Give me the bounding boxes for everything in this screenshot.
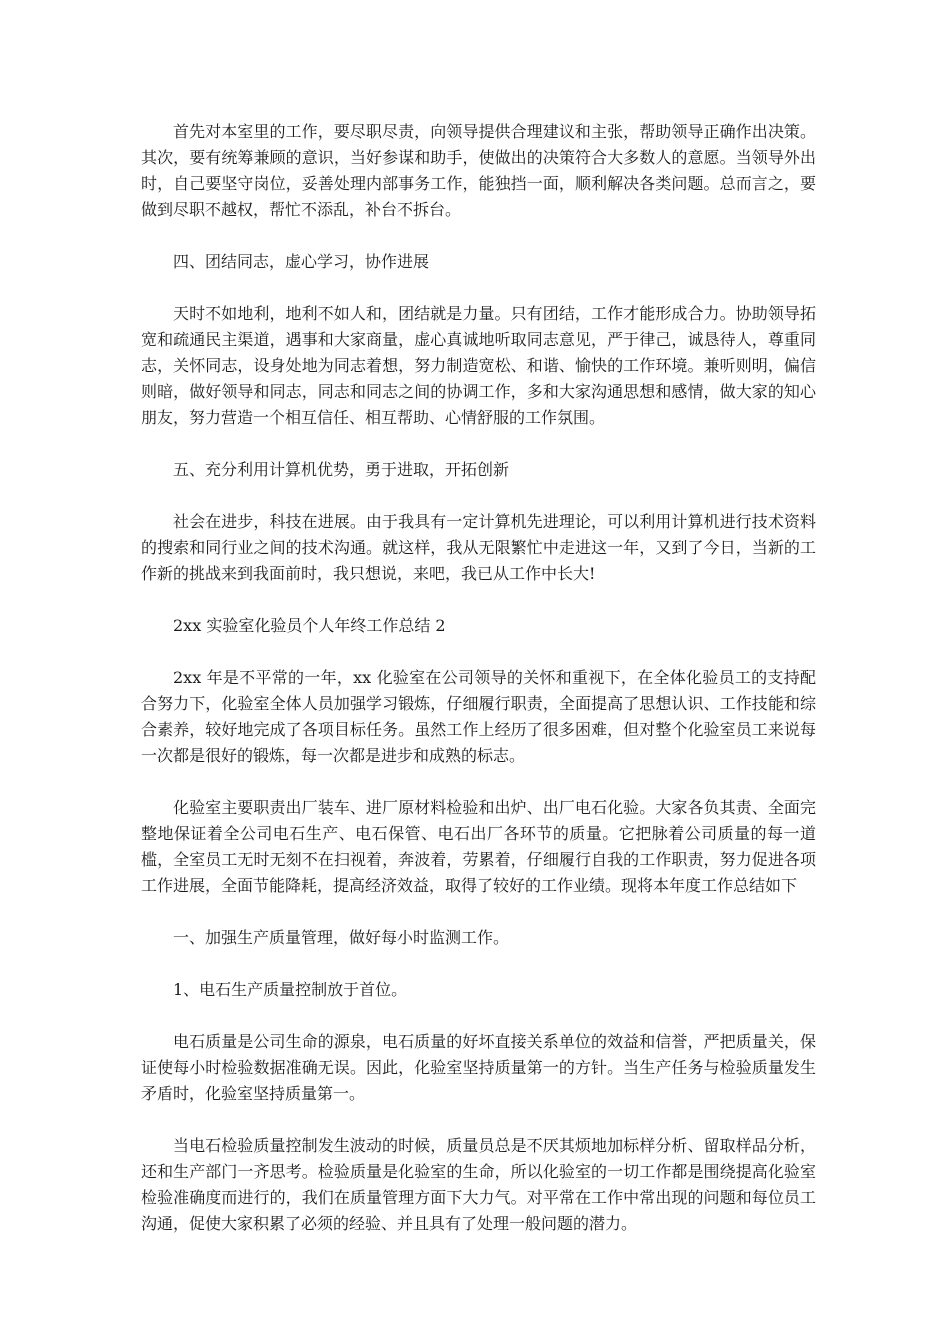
section-heading-4: 四、团结同志，虚心学习，协作进展 xyxy=(173,252,430,271)
paragraph-7: 当电石检验质量控制发生波动的时候，质量员总是不厌其烦地加标样分析、留取样品分析，还和生产部门一齐思考。检验质量是化验室的生命，所以化验室的一切工作都是围绕提高化验室检验准确度而进行的，我们在质量管理方面下大力气。对平常在工作中常出现的问题和每位员工沟通，促使大家积累了必须的经验、并且具有了处理一般问题的潜力。 xyxy=(141,1136,816,1233)
paragraph-6: 电石质量是公司生命的源泉，电石质量的好坏直接关系单位的效益和信誉，严把质量关，保证使每小时检验数据准确无误。因此，化验室坚持质量第一的方针。当生产任务与检验质量发生矛盾时，化验室坚持质量第一。 xyxy=(141,1032,816,1103)
document-title-2: 2xx 实验室化验员个人年终工作总结 2 xyxy=(173,616,446,635)
paragraph-4: 2xx 年是不平常的一年，xx 化验室在公司领导的关怀和重视下，在全体化验员工的支持配合努力下，化验室全体人员加强学习锻炼，仔细履行职责，全面提高了思想认识、工作技能和综合素养，较好地完成了各项目标任务。虽然工作上经历了很多困难，但对整个化验室员工来说每一次都是很好的锻炼，每一次都是进步和成熟的标志。 xyxy=(141,668,816,765)
paragraph-2: 天时不如地利，地利不如人和，团结就是力量。只有团结，工作才能形成合力。协助领导拓宽和疏通民主渠道，遇事和大家商量，虚心真诚地听取同志意见，严于律己，诚恳待人，尊重同志，关怀同志，设身处地为同志着想，努力制造宽松、和谐、愉快的工作环境。兼听则明，偏信则暗，做好领导和同志，同志和同志之间的协调工作，多和大家沟通思想和感情，做大家的知心朋友，努力营造一个相互信任、相互帮助、心情舒服的工作氛围。 xyxy=(141,304,816,427)
section-heading-5: 五、充分利用计算机优势，勇于进取，开拓创新 xyxy=(173,460,510,479)
subsection-heading-1: 1、电石生产质量控制放于首位。 xyxy=(173,980,408,999)
paragraph-3: 社会在进步，科技在进展。由于我具有一定计算机先进理论，可以利用计算机进行技术资料的搜索和同行业之间的技术沟通。就这样，我从无限繁忙中走进这一年，又到了今日，当新的工作新的挑战来到我面前时，我只想说，来吧，我已从工作中长大! xyxy=(141,512,816,583)
section-heading-1: 一、加强生产质量管理，做好每小时监测工作。 xyxy=(173,928,510,947)
paragraph-5: 化验室主要职责出厂装车、进厂原材料检验和出炉、出厂电石化验。大家各负其责、全面完整地保证着全公司电石生产、电石保管、电石出厂各环节的质量。它把脉着公司质量的每一道槛，全室员工无时无刻不在扫视着，奔波着，劳累着，仔细履行自我的工作职责，努力促进各项工作进展，全面节能降耗，提高经济效益，取得了较好的工作业绩。现将本年度工作总结如下 xyxy=(141,798,816,895)
paragraph-1: 首先对本室里的工作，要尽职尽责，向领导提供合理建议和主张，帮助领导正确作出决策。其次，要有统筹兼顾的意识，当好参谋和助手，使做出的决策符合大多数人的意愿。当领导外出时，自己要坚守岗位，妥善处理内部事务工作，能独挡一面，顺利解决各类问题。总而言之，要做到尽职不越权，帮忙不添乱，补台不拆台。 xyxy=(141,122,816,219)
